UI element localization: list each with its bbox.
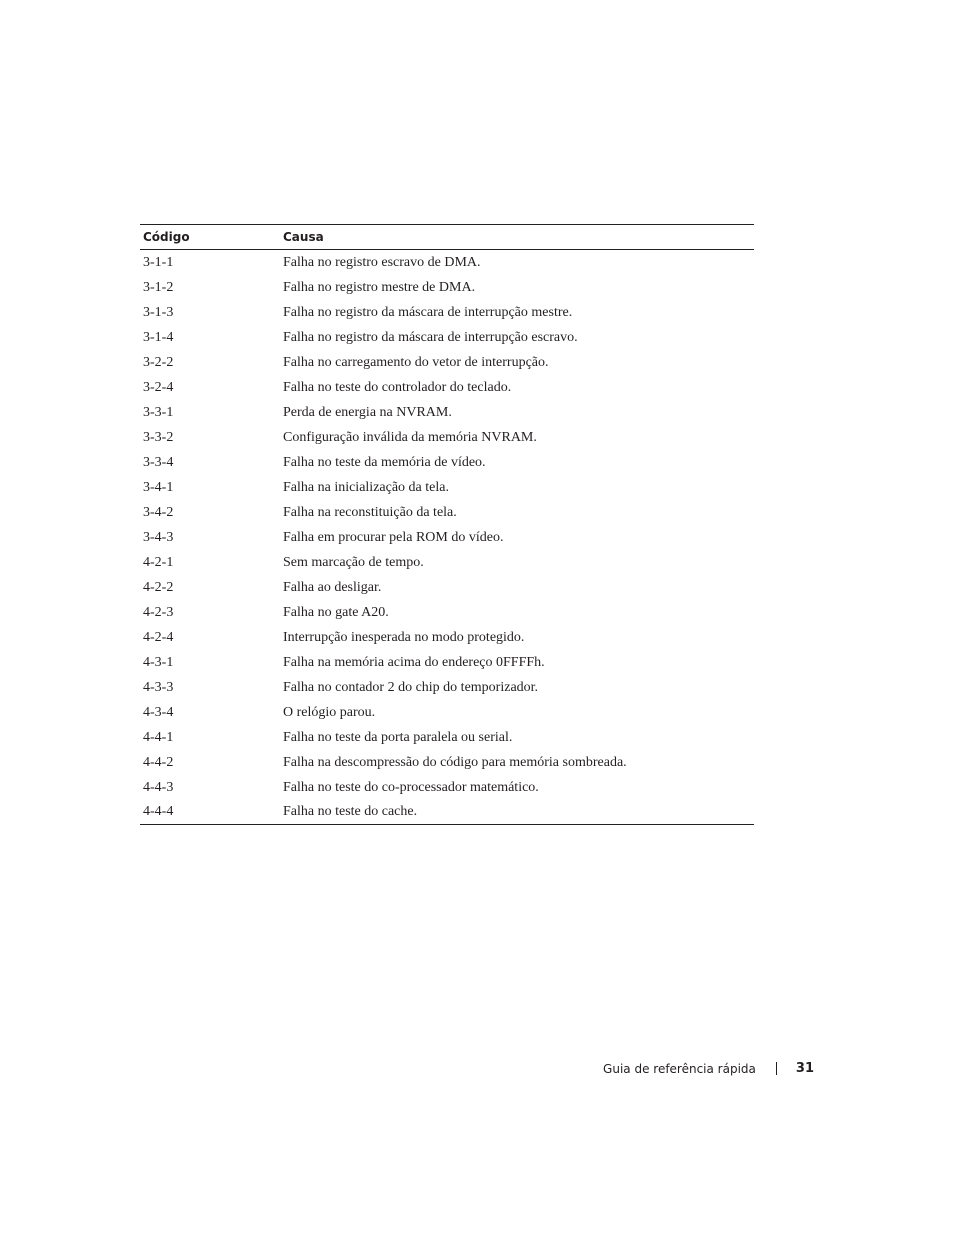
table-row <box>140 375 754 400</box>
cause-cell: Falha na descompressão do código para memória sombreada. <box>283 754 627 770</box>
cause-cell: Falha ao desligar. <box>283 579 382 595</box>
code-cell: 3-1-3 <box>143 304 174 320</box>
code-cell: 3-4-3 <box>143 529 174 545</box>
table-row <box>140 750 754 775</box>
cause-cell: Perda de energia na NVRAM. <box>283 404 452 420</box>
table-row <box>140 525 754 550</box>
code-cell: 4-2-2 <box>143 579 174 595</box>
table-row <box>140 400 754 425</box>
table-row <box>140 625 754 650</box>
cause-cell: Falha no teste do cache. <box>283 804 418 819</box>
table-row <box>140 325 754 350</box>
table-body <box>140 250 754 825</box>
footer-divider <box>776 1062 777 1075</box>
beep-code-table <box>140 224 754 825</box>
table-row <box>140 275 754 300</box>
table-row <box>140 800 754 825</box>
code-cell: 4-4-3 <box>143 779 174 795</box>
code-cell: 3-2-4 <box>143 379 174 395</box>
code-cell: 3-3-4 <box>143 454 174 470</box>
table-row <box>140 600 754 625</box>
cause-cell: Falha no teste da memória de vídeo. <box>283 454 486 470</box>
table-row <box>140 250 754 276</box>
table-row <box>140 650 754 675</box>
cause-cell: Interrupção inesperada no modo protegido. <box>283 629 525 645</box>
table-row <box>140 575 754 600</box>
code-cell: 4-2-4 <box>143 629 174 645</box>
code-cell: 4-4-2 <box>143 754 174 770</box>
cause-cell: Falha na memória acima do endereço 0FFFFh. <box>283 654 545 670</box>
cause-cell: Falha no registro escravo de DMA. <box>283 254 481 270</box>
table-row <box>140 300 754 325</box>
cause-cell: O relógio parou. <box>283 704 376 720</box>
code-cell: 4-2-3 <box>143 604 174 620</box>
cause-cell: Falha no registro da máscara de interrupção escravo. <box>283 329 578 345</box>
code-cell: 4-3-3 <box>143 679 174 695</box>
code-cell: 3-3-2 <box>143 429 174 445</box>
code-cell: 3-4-1 <box>143 479 174 495</box>
table-row <box>140 475 754 500</box>
guide-title: Guia de referência rápida <box>603 1061 756 1076</box>
code-cell: 4-2-1 <box>143 554 174 570</box>
code-cell: 3-1-2 <box>143 279 174 295</box>
code-cell: 3-2-2 <box>143 354 174 370</box>
cause-cell: Falha no teste da porta paralela ou serial. <box>283 729 513 745</box>
table-row <box>140 500 754 525</box>
table-row <box>140 725 754 750</box>
table-row <box>140 350 754 375</box>
cause-cell: Falha na reconstituição da tela. <box>283 504 457 520</box>
table-row <box>140 700 754 725</box>
page-footer <box>603 1061 814 1076</box>
column-header-cause: Causa <box>283 225 754 250</box>
cause-cell: Falha no teste do co-processador matemático. <box>283 779 539 795</box>
cause-cell: Falha no contador 2 do chip do temporizador. <box>283 679 539 695</box>
cause-cell: Falha no teste do controlador do teclado. <box>283 379 512 395</box>
cause-cell: Falha no carregamento do vetor de interrupção. <box>283 354 549 370</box>
cause-cell: Falha no gate A20. <box>283 604 389 620</box>
code-cell: 3-1-4 <box>143 329 174 345</box>
table-header-row <box>140 225 754 250</box>
page-number: 31 <box>795 1061 814 1076</box>
table-row <box>140 425 754 450</box>
cause-cell: Falha no registro mestre de DMA. <box>283 279 476 295</box>
column-header-code: Código <box>140 225 283 250</box>
code-cell: 3-1-1 <box>143 254 174 270</box>
cause-cell: Falha na inicialização da tela. <box>283 479 449 495</box>
table-row <box>140 550 754 575</box>
table-row <box>140 775 754 800</box>
code-cell: 3-4-2 <box>143 504 174 520</box>
code-cell: 4-4-1 <box>143 729 174 745</box>
cause-cell: Sem marcação de tempo. <box>283 554 424 570</box>
cause-cell: Falha em procurar pela ROM do vídeo. <box>283 529 504 545</box>
code-cell: 4-4-4 <box>143 804 174 819</box>
cause-cell: Falha no registro da máscara de interrupção mestre. <box>283 304 573 320</box>
code-cell: 4-3-4 <box>143 704 174 720</box>
table-row <box>140 450 754 475</box>
code-cell: 3-3-1 <box>143 404 174 420</box>
table-row <box>140 675 754 700</box>
code-cell: 4-3-1 <box>143 654 174 670</box>
cause-cell: Configuração inválida da memória NVRAM. <box>283 429 537 445</box>
